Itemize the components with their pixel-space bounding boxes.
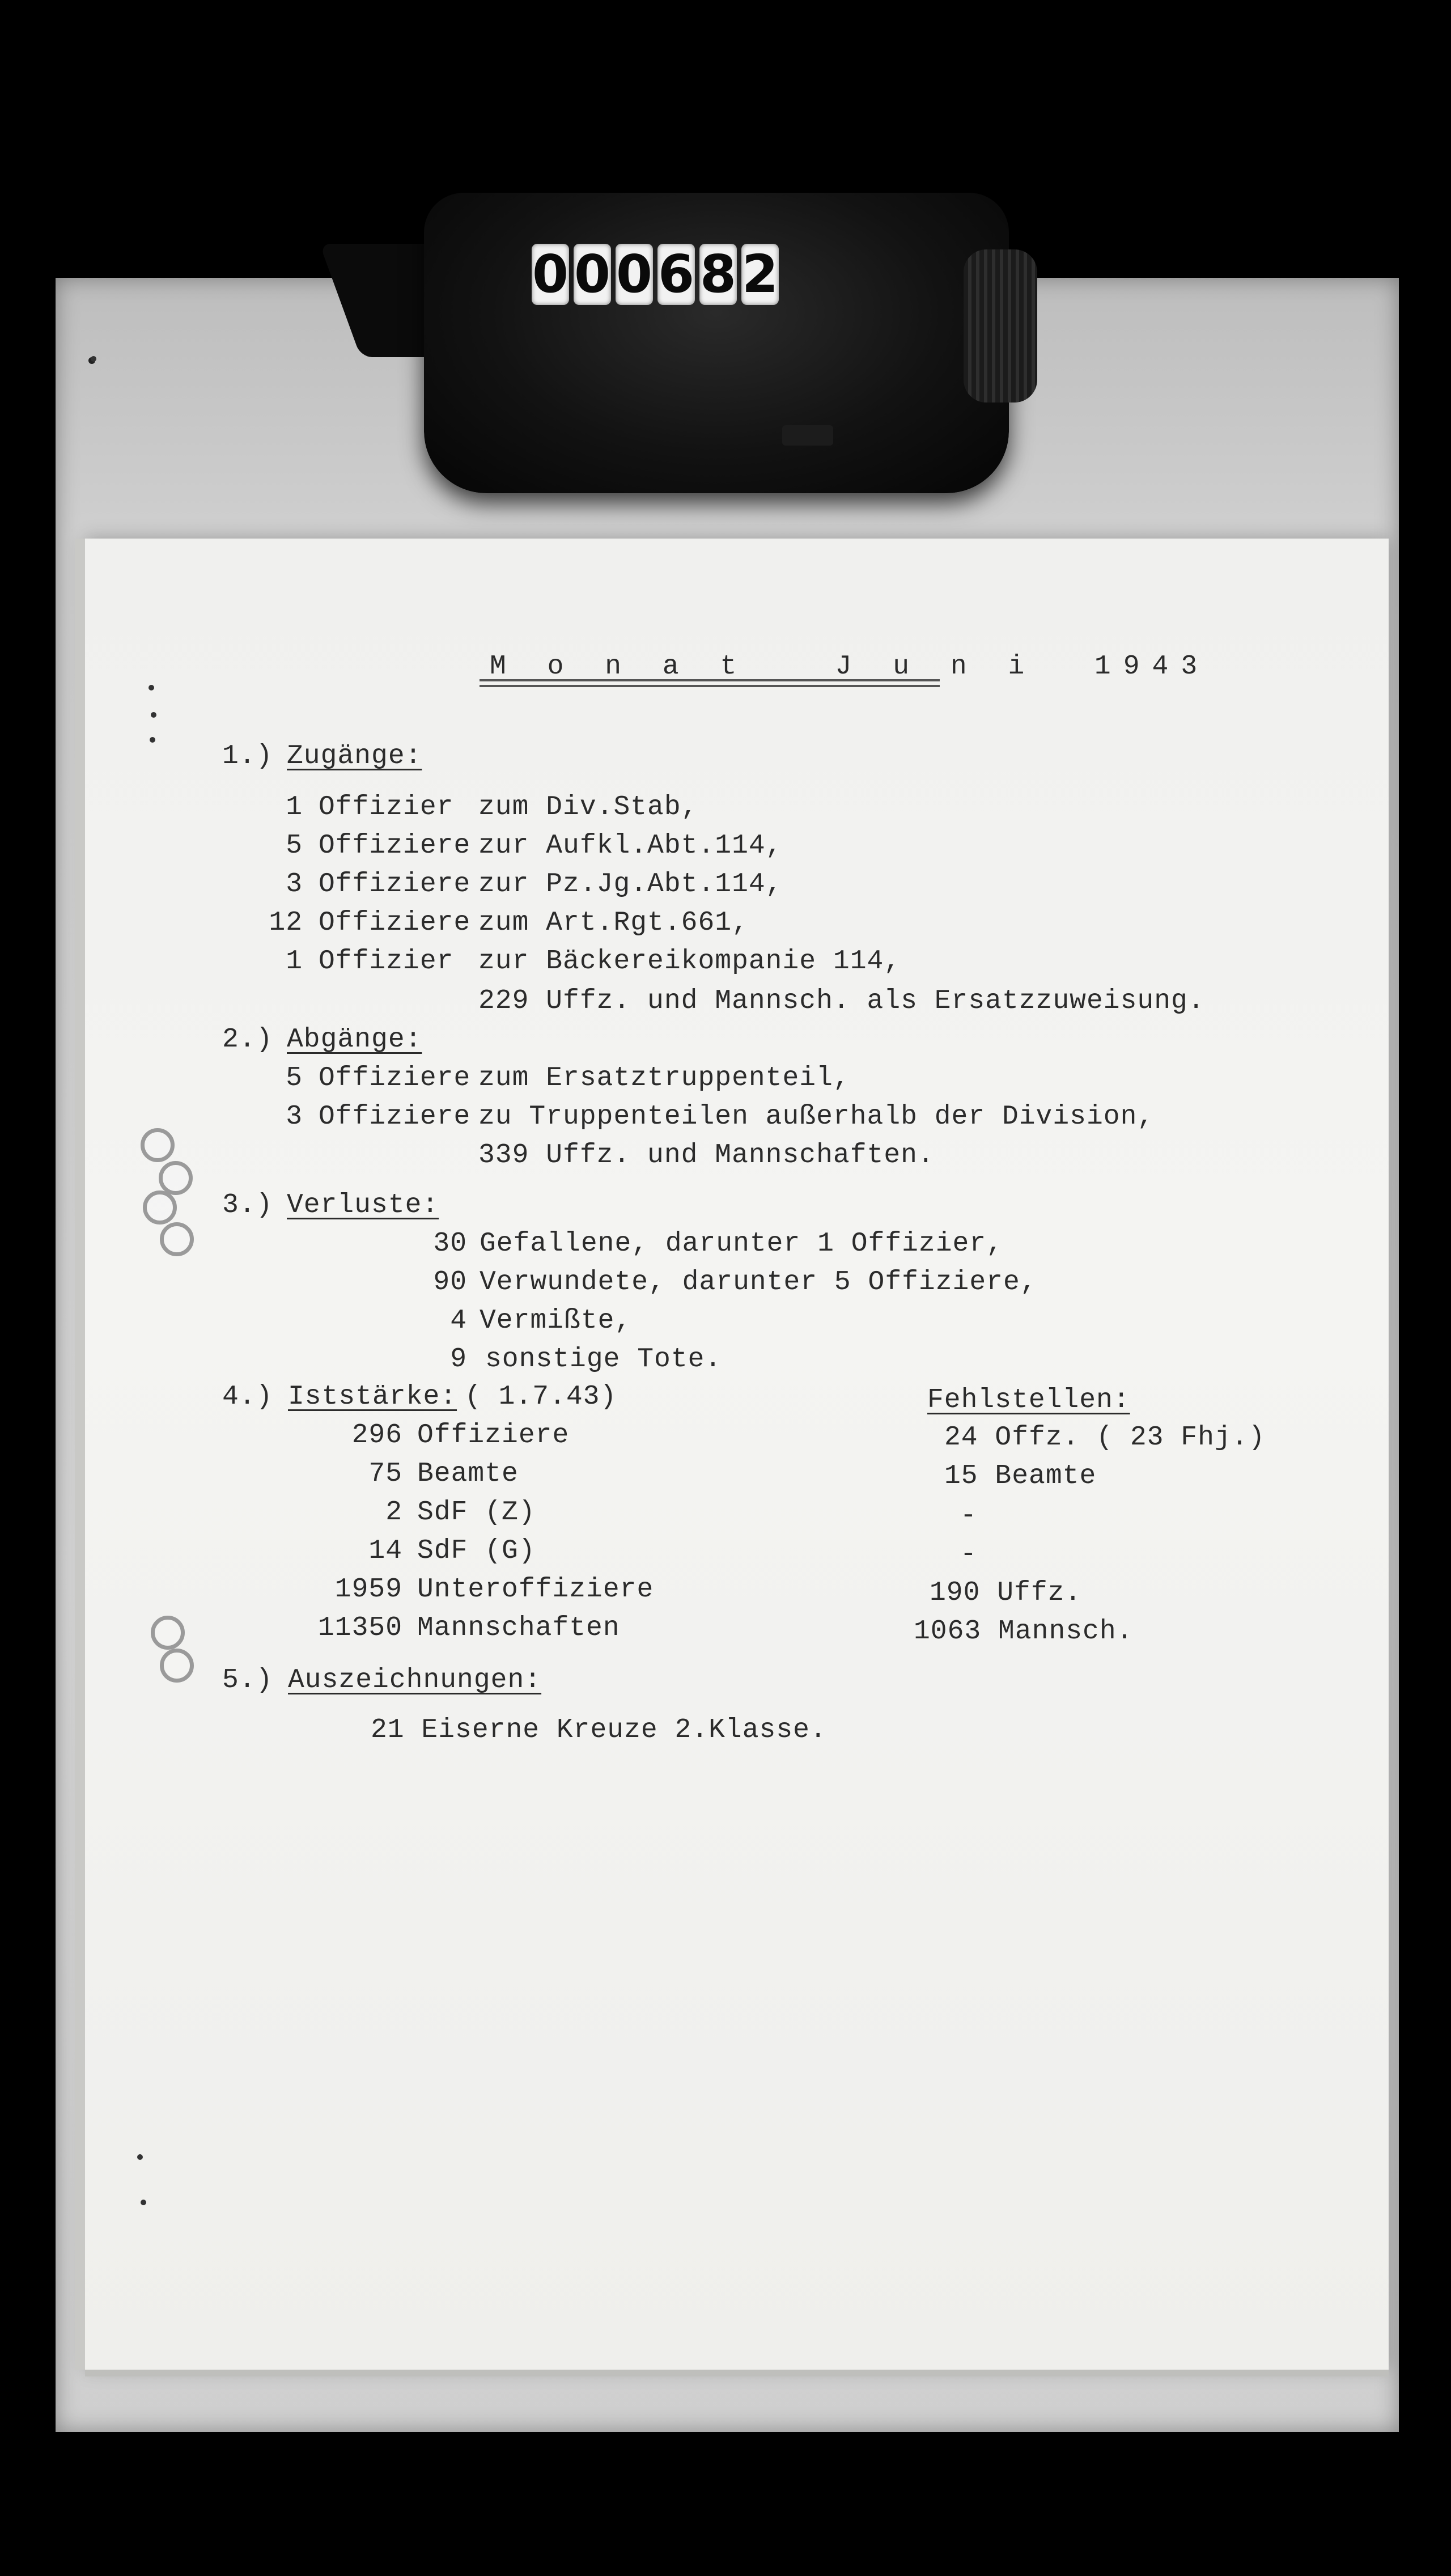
row-count: 30 xyxy=(433,1228,467,1259)
row-unit: Offiziere xyxy=(319,869,471,900)
counter-digit: 0 xyxy=(532,244,568,304)
margin-mark xyxy=(151,712,156,718)
row-text: zur Pz.Jg.Abt.114, xyxy=(478,869,783,900)
strength-label: Mannschaften xyxy=(417,1613,620,1643)
frame-counter xyxy=(532,244,779,305)
row-text: Gefallene, darunter 1 Offizier, xyxy=(480,1228,1003,1259)
row-count: 4 xyxy=(450,1306,467,1336)
row-text: 229 Uffz. und Mannsch. als Ersatzzuweisung. xyxy=(478,986,1205,1016)
row-text: zu Truppenteilen außerhalb der Division, xyxy=(478,1101,1155,1132)
punch-hole xyxy=(143,1190,177,1225)
row-count: 9 xyxy=(450,1344,467,1375)
row-count: 5 xyxy=(286,831,303,861)
strength-label: Offiziere xyxy=(417,1420,570,1451)
row-unit: Offiziere xyxy=(319,1101,471,1132)
row-text: zum Div.Stab, xyxy=(478,792,698,823)
punch-hole xyxy=(159,1161,193,1195)
row-unit: Offiziere xyxy=(319,1063,471,1094)
strength-count: 1959 xyxy=(334,1574,402,1605)
shortfall-value: 24 Offz. ( 23 Fhj.) xyxy=(944,1422,1266,1453)
section-number: 5.) xyxy=(222,1665,273,1696)
section-heading-iststaerke: Iststärke: xyxy=(288,1382,457,1412)
punch-hole xyxy=(151,1616,185,1650)
shortfall-value: 15 Beamte xyxy=(944,1461,1097,1492)
strength-label: Unteroffiziere xyxy=(417,1574,654,1605)
shortfall-value: - xyxy=(960,1539,977,1570)
clamp-knob xyxy=(964,249,1037,402)
strength-label: SdF (G) xyxy=(417,1536,536,1566)
row-unit: Offizier xyxy=(319,946,454,977)
margin-mark xyxy=(141,2200,146,2205)
strength-count: 296 xyxy=(351,1420,402,1451)
strength-label: Beamte xyxy=(417,1459,519,1489)
margin-mark xyxy=(91,356,96,362)
section-heading-abgaenge: Abgänge: xyxy=(287,1024,422,1055)
row-count: 5 xyxy=(286,1063,303,1094)
punch-hole xyxy=(160,1222,194,1256)
row-count: 90 xyxy=(433,1267,467,1298)
section-heading-fehlstellen: Fehlstellen: xyxy=(927,1385,1130,1416)
row-text: Vermißte, xyxy=(480,1306,632,1336)
section-heading-auszeichnungen: Auszeichnungen: xyxy=(288,1665,542,1696)
row-text: zum Ersatztruppenteil, xyxy=(478,1063,850,1094)
row-count: 12 xyxy=(269,908,303,938)
shortfall-value: - xyxy=(960,1501,977,1531)
counter-digit: 2 xyxy=(741,244,778,304)
shortfall-value: 190 Uffz. xyxy=(930,1578,1082,1608)
status-date: ( 1.7.43) xyxy=(465,1382,617,1412)
strength-label: SdF (Z) xyxy=(417,1497,536,1528)
strength-count: 75 xyxy=(368,1459,402,1489)
punch-hole xyxy=(160,1649,194,1683)
row-text: Verwundete, darunter 5 Offiziere, xyxy=(480,1267,1037,1298)
title-double-rule xyxy=(480,679,940,687)
counter-digit: 8 xyxy=(699,244,736,304)
section-number: 2.) xyxy=(222,1024,273,1055)
row-unit: Offizier xyxy=(319,792,454,823)
row-count: 1 xyxy=(286,946,303,977)
row-text: zum Art.Rgt.661, xyxy=(478,908,749,938)
section-number: 3.) xyxy=(222,1190,273,1221)
row-unit: Offiziere xyxy=(319,908,471,938)
row-text: zur Aufkl.Abt.114, xyxy=(478,831,783,861)
clamp-slot xyxy=(782,425,833,446)
margin-mark xyxy=(149,685,154,690)
section-heading-verluste: Verluste: xyxy=(287,1190,439,1221)
row-text: zur Bäckereikompanie 114, xyxy=(478,946,901,977)
strength-count: 11350 xyxy=(317,1613,402,1643)
punch-hole xyxy=(141,1128,175,1162)
section-heading-zugaenge: Zugänge: xyxy=(287,741,422,772)
margin-mark xyxy=(150,737,155,743)
counter-digit: 0 xyxy=(574,244,610,304)
row-text: sonstige Tote. xyxy=(485,1344,722,1375)
strength-count: 2 xyxy=(385,1497,402,1528)
section-number: 1.) xyxy=(222,741,273,772)
counter-digit: 0 xyxy=(616,244,652,304)
row-count: 1 xyxy=(286,792,303,823)
margin-mark xyxy=(137,2154,143,2160)
strength-count: 14 xyxy=(368,1536,402,1566)
row-text: 339 Uffz. und Mannschaften. xyxy=(478,1140,935,1171)
shortfall-value: 1063 Mannsch. xyxy=(914,1616,1134,1647)
row-count: 3 xyxy=(286,1101,303,1132)
page-clamp xyxy=(424,193,1009,493)
row-count: 3 xyxy=(286,869,303,900)
awards-line: 21 Eiserne Kreuze 2.Klasse. xyxy=(371,1715,827,1745)
counter-digit: 6 xyxy=(657,244,694,304)
document-sheet xyxy=(85,539,1389,2370)
section-number: 4.) xyxy=(222,1382,273,1412)
row-unit: Offiziere xyxy=(319,831,471,861)
document-title: M o n a t J u n i 1943 xyxy=(490,651,1210,682)
